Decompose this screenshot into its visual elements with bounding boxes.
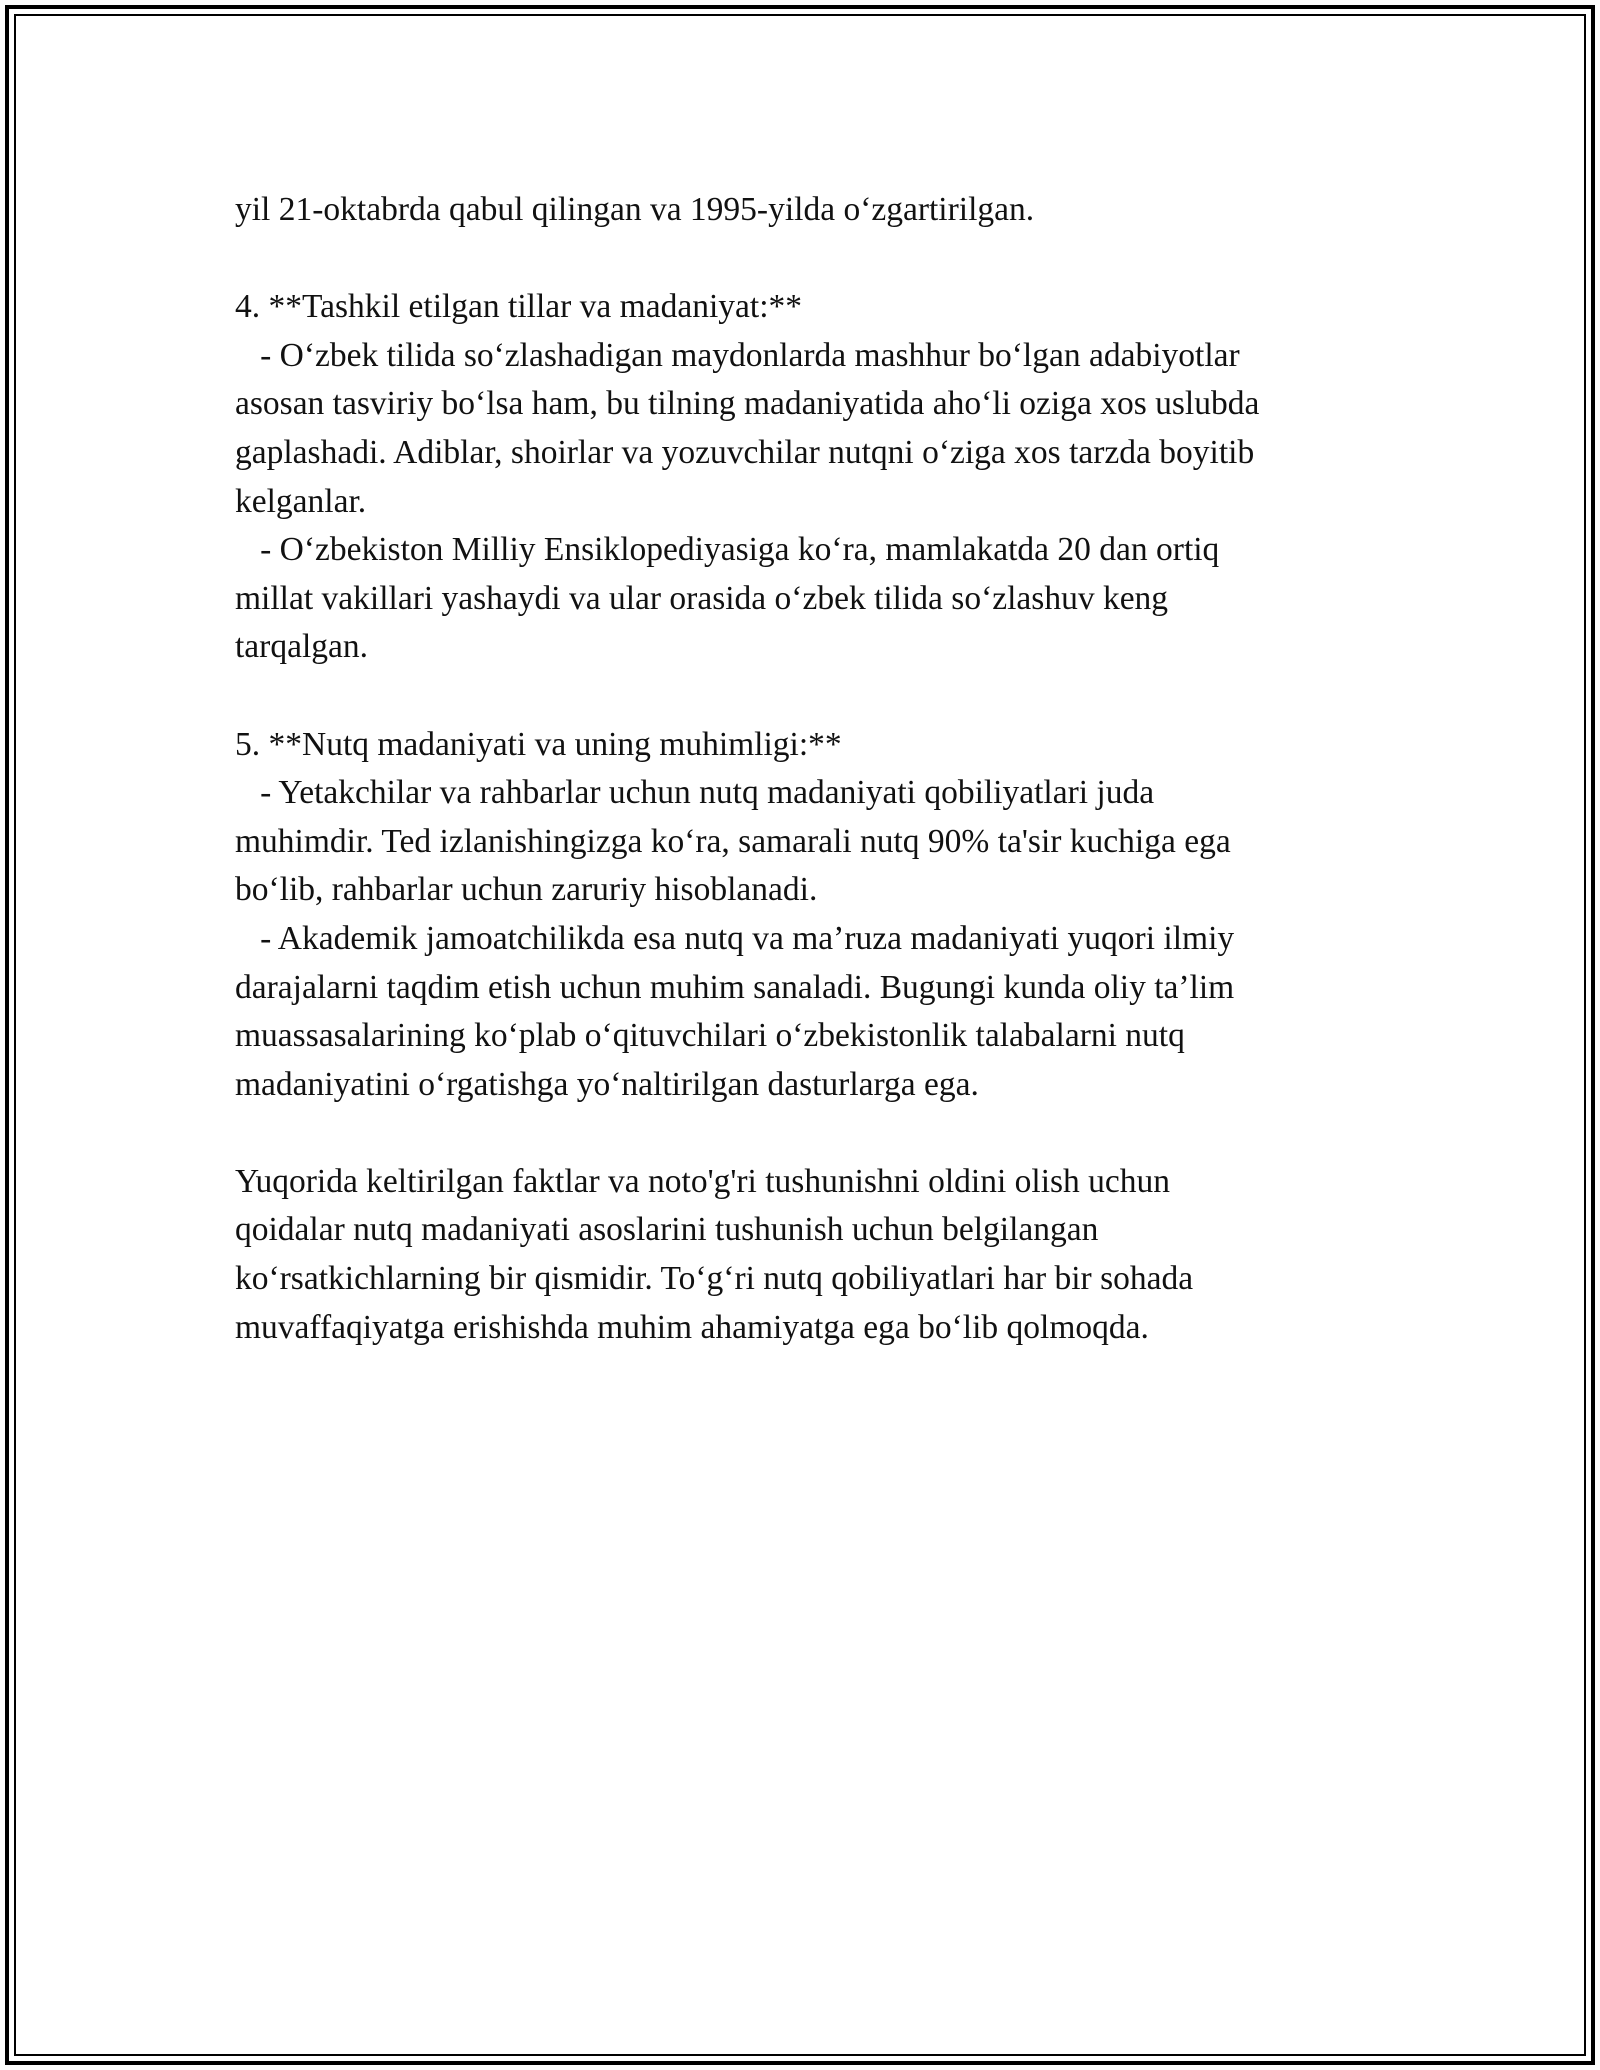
text-line: kelganlar. xyxy=(235,482,367,520)
bullet-paragraph xyxy=(235,526,1395,672)
text-line: qoidalar nutq madaniyati asoslarini tushunish uchun belgilangan xyxy=(235,1211,1099,1249)
document-body xyxy=(235,186,1395,1352)
intro-line: yil 21-oktabrda qabul qilingan va 1995-yilda o‘zgartirilgan. xyxy=(235,191,1035,228)
text-line: millat vakillari yashaydi va ular orasida o‘zbek tilida so‘zlashuv keng xyxy=(235,579,1169,617)
bullet-paragraph xyxy=(235,332,1395,526)
text-line: gaplashadi. Adiblar, shoirlar va yozuvchilar nutqni o‘ziga xos tarzda boyitib xyxy=(235,433,1255,471)
text-line: - Akademik jamoatchilikda esa nutq va ma’ruza madaniyati yuqori ilmiy xyxy=(235,919,1235,957)
conclusion-paragraph xyxy=(235,1158,1395,1352)
text-line: muhimdir. Ted izlanishingizga ko‘ra, samarali nutq 90% ta'sir kuchiga ega xyxy=(235,822,1231,860)
text-line: muassasalarining ko‘plab o‘qituvchilari o‘zbekistonlik talabalarni nutq xyxy=(235,1017,1185,1055)
text-line: muvaffaqiyatga erishishda muhim ahamiyatga ega bo‘lib qolmoqda. xyxy=(235,1308,1149,1346)
spacer xyxy=(235,672,1395,721)
section-heading: 4. **Tashkil etilgan tillar va madaniyat:** xyxy=(235,288,803,326)
text-line: Yuqorida keltirilgan faktlar va noto'g'ri tushunishni oldini olish uchun xyxy=(235,1162,1171,1200)
bullet-paragraph xyxy=(235,915,1395,1109)
text-line: madaniyatini o‘rgatishga yo‘naltirilgan dasturlarga ega. xyxy=(235,1065,979,1103)
section-5 xyxy=(235,721,1395,1110)
text-line: - O‘zbekiston Milliy Ensiklopediyasiga ko‘ra, mamlakatda 20 dan ortiq xyxy=(235,531,1220,569)
text-line: tarqalgan. xyxy=(235,628,369,666)
text-line: - O‘zbek tilida so‘zlashadigan maydonlarda mashhur bo‘lgan adabiyotlar xyxy=(235,336,1240,374)
text-line: bo‘lib, rahbarlar uchun zaruriy hisoblanadi. xyxy=(235,871,818,909)
spacer xyxy=(235,1109,1395,1158)
text-line: - Yetakchilar va rahbarlar uchun nutq madaniyati qobiliyatlari juda xyxy=(235,774,1155,812)
text-line: darajalarni taqdim etish uchun muhim sanaladi. Bugungi kunda oliy ta’lim xyxy=(235,968,1235,1006)
text-line: asosan tasviriy bo‘lsa ham, bu tilning madaniyatida aho‘li oziga xos uslubda xyxy=(235,385,1260,423)
text-line: ko‘rsatkichlarning bir qismidir. To‘g‘ri nutq qobiliyatlari har bir sohada xyxy=(235,1260,1194,1298)
section-heading: 5. **Nutq madaniyati va uning muhimligi:** xyxy=(235,725,842,763)
bullet-paragraph xyxy=(235,769,1395,915)
spacer xyxy=(235,235,1395,284)
section-4 xyxy=(235,283,1395,672)
